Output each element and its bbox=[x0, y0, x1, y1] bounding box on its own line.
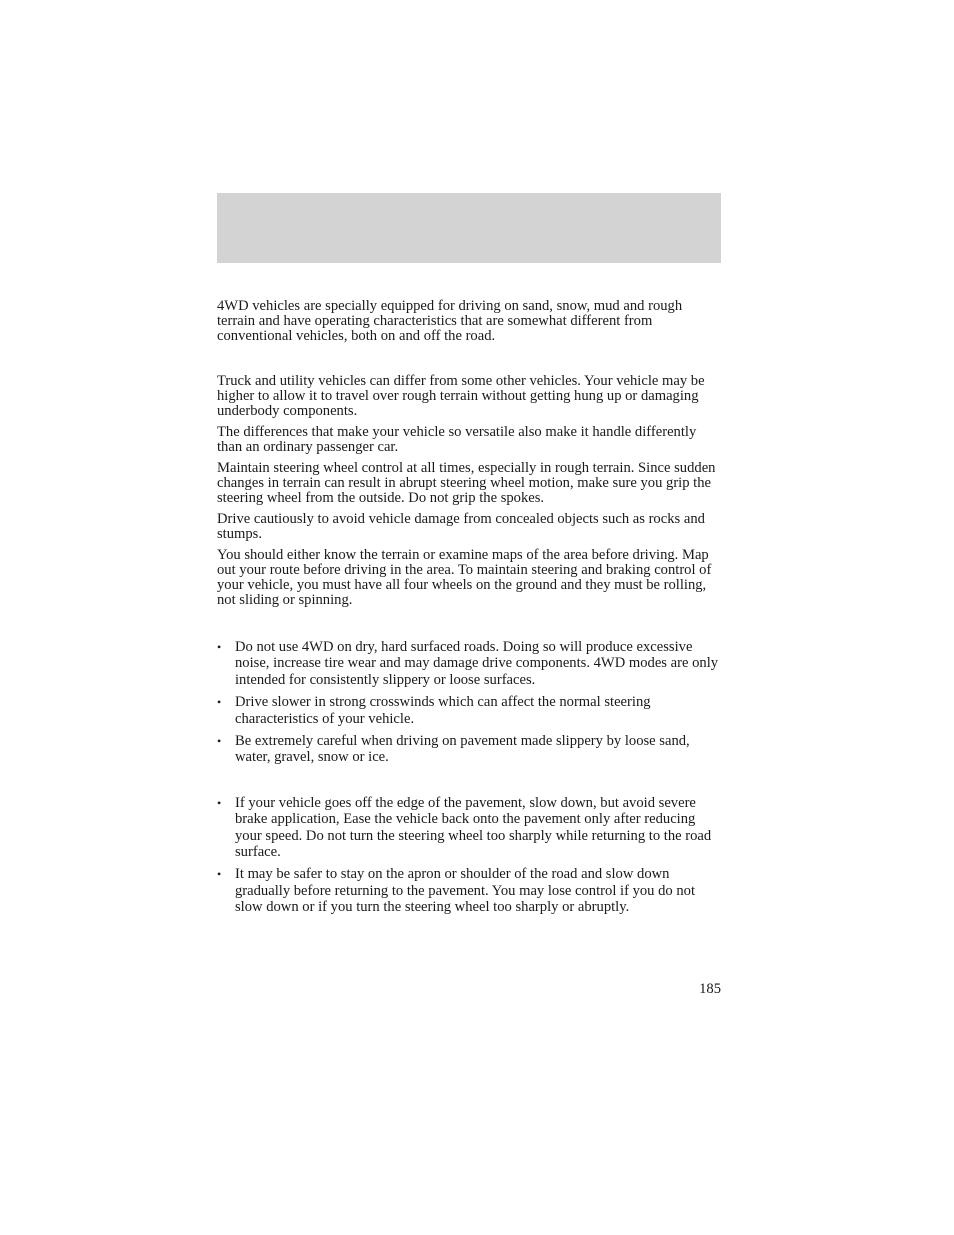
list-item-text: Do not use 4WD on dry, hard surfaced roads. Doing so will produce excessive noise, increase tire wear and may damage drive components. 4WD modes are only intended for consistently slippery or loose surfaces. bbox=[235, 639, 719, 688]
list-item bbox=[217, 733, 723, 766]
section-header-band bbox=[217, 193, 721, 263]
bullet-icon: • bbox=[217, 695, 222, 710]
list-item-text: It may be safer to stay on the apron or shoulder of the road and slow down gradually before returning to the pavement. You may lose control if you do not slow down or if you turn the steering wheel too sharply or abruptly. bbox=[235, 866, 696, 916]
list-item bbox=[217, 639, 723, 688]
bullet-list bbox=[217, 795, 723, 916]
paragraph: Drive cautiously to avoid vehicle damage from concealed objects such as rocks and stumps. bbox=[217, 511, 705, 542]
list-item-text: Drive slower in strong crosswinds which can affect the normal steering characteristics of your vehicle. bbox=[235, 694, 651, 727]
bullet-icon: • bbox=[217, 734, 222, 749]
bullet-list bbox=[217, 639, 723, 766]
paragraph: You should either know the terrain or examine maps of the area before driving. Map out your route before driving in the area. To maintain steering and braking control of your vehicle, you must have all four wheels on the ground and they must be rolling, not sliding or spinning. bbox=[217, 547, 712, 608]
bullet-icon: • bbox=[217, 640, 222, 654]
bullet-icon: • bbox=[217, 795, 222, 810]
page-number: 185 bbox=[699, 981, 721, 997]
paragraph: Maintain steering wheel control at all times, especially in rough terrain. Since sudden changes in terrain can result in abrupt steering wheel motion, make sure you grip the steering wheel from the outside. Do not grip the spokes. bbox=[217, 460, 716, 506]
list-item bbox=[217, 866, 723, 915]
paragraph: Truck and utility vehicles can differ from some other vehicles. Your vehicle may be higher to allow it to travel over rough terrain without getting hung up or damaging underbody components. bbox=[217, 373, 705, 419]
list-item bbox=[217, 795, 723, 861]
intro-paragraph: 4WD vehicles are specially equipped for driving on sand, snow, mud and rough terrain and have operating characteristics that are somewhat different from conventional vehicles, both on and off the road. bbox=[217, 298, 683, 344]
list-item-text: Be extremely careful when driving on pavement made slippery by loose sand, water, gravel, snow or ice. bbox=[235, 733, 690, 766]
bullet-icon: • bbox=[217, 867, 222, 882]
list-item bbox=[217, 694, 723, 727]
paragraph: The differences that make your vehicle so versatile also make it handle differently than an ordinary passenger car. bbox=[217, 424, 697, 455]
list-item-text: If your vehicle goes off the edge of the pavement, slow down, but avoid severe brake application, Ease the vehicle back onto the pavement only after reducing your speed. Do not turn the steering wheel too sharply while returning to the road surface. bbox=[235, 794, 712, 861]
page-content bbox=[217, 299, 723, 922]
